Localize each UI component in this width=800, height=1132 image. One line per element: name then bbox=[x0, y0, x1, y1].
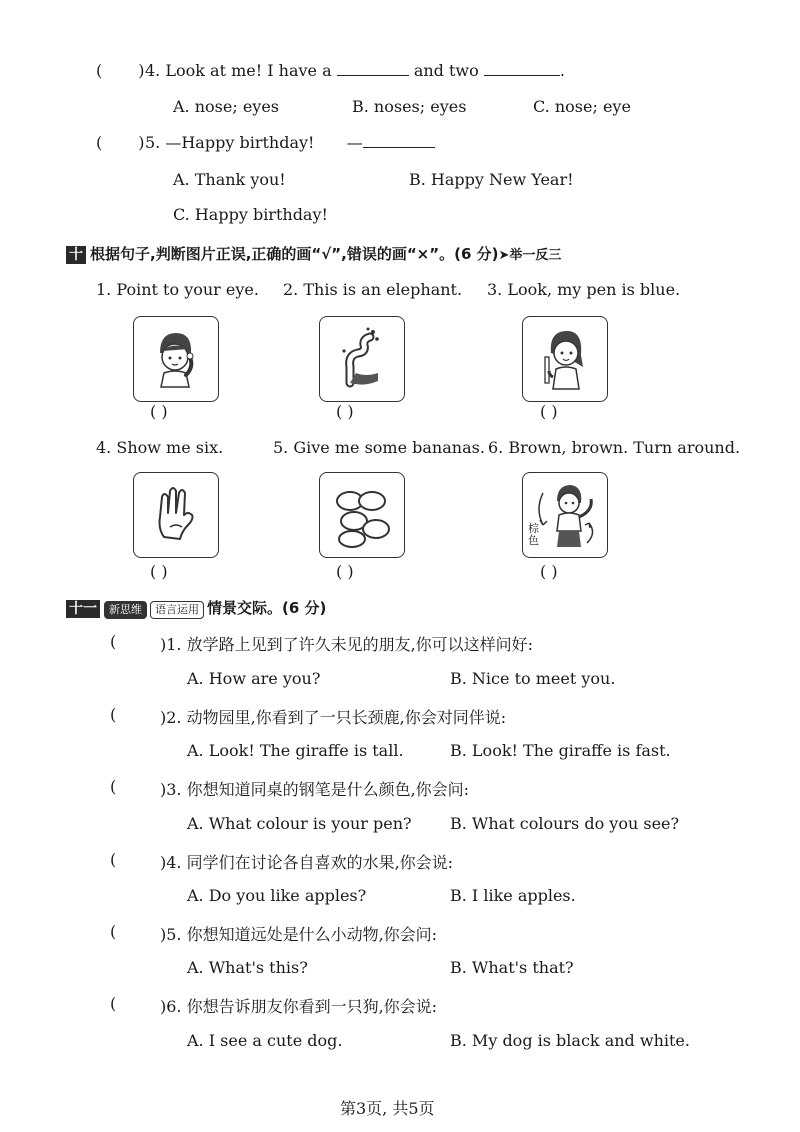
answer-paren-1[interactable]: ( ) bbox=[150, 402, 168, 421]
q4-blank-1[interactable] bbox=[337, 61, 409, 76]
q5-option-b: B. Happy New Year! bbox=[409, 170, 574, 189]
part10-sentence-5: 5. Give me some bananas. bbox=[273, 438, 485, 457]
answer-paren-2[interactable]: ( ) bbox=[336, 402, 354, 421]
part10-header bbox=[66, 243, 561, 264]
option-a: A. How are you? bbox=[187, 669, 321, 688]
option-a: A. Do you like apples? bbox=[187, 886, 367, 905]
answer-paren-3[interactable]: ( ) bbox=[540, 402, 558, 421]
option-a: A. What's this? bbox=[187, 958, 308, 977]
option-a: A. What colour is your pen? bbox=[187, 814, 412, 833]
q4-blank-2[interactable] bbox=[484, 61, 560, 76]
q5-blank[interactable] bbox=[363, 133, 435, 148]
part11-badge: 十一 bbox=[66, 600, 100, 618]
question-stem: )5. 你想知道远处是什么小动物,你会问: bbox=[160, 925, 438, 944]
q4-paren[interactable]: ( ) bbox=[96, 61, 145, 80]
part10-sentence-6: 6. Brown, brown. Turn around. bbox=[488, 438, 741, 457]
boy-pointing-ear-icon bbox=[134, 317, 218, 401]
ovals-icon bbox=[320, 473, 404, 557]
question-stem: )1. 放学路上见到了许久未见的朋友,你可以这样问好: bbox=[160, 635, 534, 654]
question-paren[interactable]: ( bbox=[110, 922, 117, 941]
part11-tag-language-use: 语言运用 bbox=[150, 601, 204, 619]
part10-sentence-2: 2. This is an elephant. bbox=[283, 280, 463, 299]
question-stem: )4. 同学们在讨论各自喜欢的水果,你会说: bbox=[160, 853, 454, 872]
picture-4 bbox=[133, 472, 219, 558]
question-stem: )2. 动物园里,你看到了一只长颈鹿,你会对同伴说: bbox=[160, 708, 507, 727]
part10-badge: 十 bbox=[66, 246, 86, 264]
part10-sentence-4: 4. Show me six. bbox=[96, 438, 224, 457]
picture-6 bbox=[522, 472, 608, 558]
hand-fingers-icon bbox=[134, 473, 218, 557]
option-b: B. I like apples. bbox=[450, 886, 576, 905]
part10-tag: ➤举一反三 bbox=[498, 248, 562, 263]
option-b: B. My dog is black and white. bbox=[450, 1031, 690, 1050]
q4-option-b: B. noses; eyes bbox=[352, 97, 467, 116]
q4-stem: 4. Look at me! I have a and two . bbox=[145, 61, 565, 80]
answer-paren-4[interactable]: ( ) bbox=[150, 562, 168, 581]
picture-3 bbox=[522, 316, 608, 402]
part11-tag-new-thinking: 新思维 bbox=[104, 601, 147, 619]
option-b: B. Look! The giraffe is fast. bbox=[450, 741, 671, 760]
part10-sentence-3: 3. Look, my pen is blue. bbox=[487, 280, 681, 299]
question-paren[interactable]: ( bbox=[110, 705, 117, 724]
girl-holding-pen-icon bbox=[523, 317, 607, 401]
page-number: 第3页, 共5页 bbox=[340, 1099, 435, 1118]
question-stem: )3. 你想知道同桌的钢笔是什么颜色,你会问: bbox=[160, 780, 470, 799]
part10-title: 根据句子,判断图片正误,正确的画“√”,错误的画“×”。(6 分) bbox=[90, 245, 499, 263]
option-b: B. What colours do you see? bbox=[450, 814, 680, 833]
q5-option-a: A. Thank you! bbox=[173, 170, 286, 189]
picture-5 bbox=[319, 472, 405, 558]
picture-2 bbox=[319, 316, 405, 402]
q4-option-a: A. nose; eyes bbox=[173, 97, 280, 116]
q4-option-c: C. nose; eye bbox=[533, 97, 631, 116]
part10-sentence-1: 1. Point to your eye. bbox=[96, 280, 259, 299]
answer-paren-6[interactable]: ( ) bbox=[540, 562, 558, 581]
question-paren[interactable]: ( bbox=[110, 777, 117, 796]
option-b: B. Nice to meet you. bbox=[450, 669, 616, 688]
answer-paren-5[interactable]: ( ) bbox=[336, 562, 354, 581]
question-stem: )6. 你想告诉朋友你看到一只狗,你会说: bbox=[160, 997, 438, 1016]
option-b: B. What's that? bbox=[450, 958, 574, 977]
q5-option-c: C. Happy birthday! bbox=[173, 205, 328, 224]
q5-stem: 5. —Happy birthday! — bbox=[145, 133, 435, 152]
picture-1 bbox=[133, 316, 219, 402]
question-paren[interactable]: ( bbox=[110, 632, 117, 651]
picture-6-caption: 棕色 bbox=[528, 522, 539, 547]
question-paren[interactable]: ( bbox=[110, 850, 117, 869]
elephant-trunk-icon bbox=[320, 317, 404, 401]
part11-header bbox=[66, 597, 326, 619]
option-a: A. Look! The giraffe is tall. bbox=[187, 741, 404, 760]
part11-title: 情景交际。(6 分) bbox=[207, 599, 327, 617]
option-a: A. I see a cute dog. bbox=[187, 1031, 343, 1050]
q5-paren[interactable]: ( ) bbox=[96, 133, 145, 152]
question-paren[interactable]: ( bbox=[110, 994, 117, 1013]
